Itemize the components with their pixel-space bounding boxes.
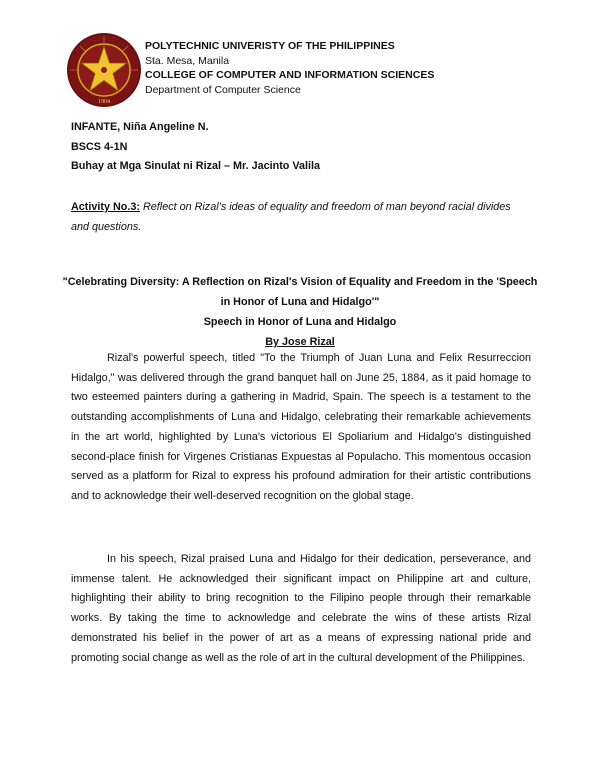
essay-subtitle: Speech in Honor of Luna and Hidalgo xyxy=(203,316,397,328)
department-name: Department of Computer Science xyxy=(145,83,301,96)
essay-author: By Jose Rizal xyxy=(265,336,335,348)
essay-paragraph: In his speech, Rizal praised Luna and Hidalgo for their dedication, perseverance, and immense talent. He acknowledged their significant impact on Philippine art and culture, highlighting their ability to bring recognition to the Filipino people through their remarkable works. By taking the time to acknowledge and celebrate the wins of these artists Rizal demonstrated his belief in the power of art as a means of expressing national pride and promoting social change as well as the role of art in the cultural development of the Philippines. xyxy=(71,553,531,664)
essay-paragraph: Rizal's powerful speech, titled "To the Triumph of Juan Luna and Felix Resurreccion Hidalgo," was delivered through the grand banquet hall on June 25, 1884, as it paid homage to two esteemed painters during a gathering in Madrid, Spain. The speech is a testament to the outstanding accomplishments of Luna and Hidalgo, celebrating their remarkable achievements in the art world, highlighted by Luna's victorious El Spoliarium and Hidalgo's distinguished second-place finish for Virgenes Cristianas Expuestas al Populacho. This momentous occasion served as a platform for Rizal to express his profound admiration for their artistic contributions and to acknowledge their well-deserved recognition on the global stage. xyxy=(71,352,531,502)
student-section: BSCS 4-1N xyxy=(71,140,128,153)
institution-header xyxy=(145,39,434,97)
essay-title: "Celebrating Diversity: A Reflection on Rizal's Vision of Equality and Freedom in the 'Speech in Honor of Luna and Hidalgo'" xyxy=(62,276,538,308)
college-name: COLLEGE OF COMPUTER AND INFORMATION SCIENCES xyxy=(145,69,435,82)
activity-prompt xyxy=(71,197,531,237)
university-location: Sta. Mesa, Manila xyxy=(145,54,230,67)
student-info xyxy=(71,118,320,177)
logo-year-text: 1904 xyxy=(98,99,110,105)
university-seal-logo xyxy=(66,32,142,108)
activity-text: Reflect on Rizal’s ideas of equality and freedom of man beyond racial divides and questions. xyxy=(71,201,511,233)
student-name: INFANTE, Niña Angeline N. xyxy=(71,121,209,133)
course-title: Buhay at Mga Sinulat ni Rizal – Mr. Jacinto Valila xyxy=(71,160,320,173)
university-name: POLYTECHNIC UNIVERISTY OF THE PHILIPPINES xyxy=(145,40,395,52)
essay-heading xyxy=(60,272,540,352)
activity-label: Activity No.3: xyxy=(71,201,140,213)
